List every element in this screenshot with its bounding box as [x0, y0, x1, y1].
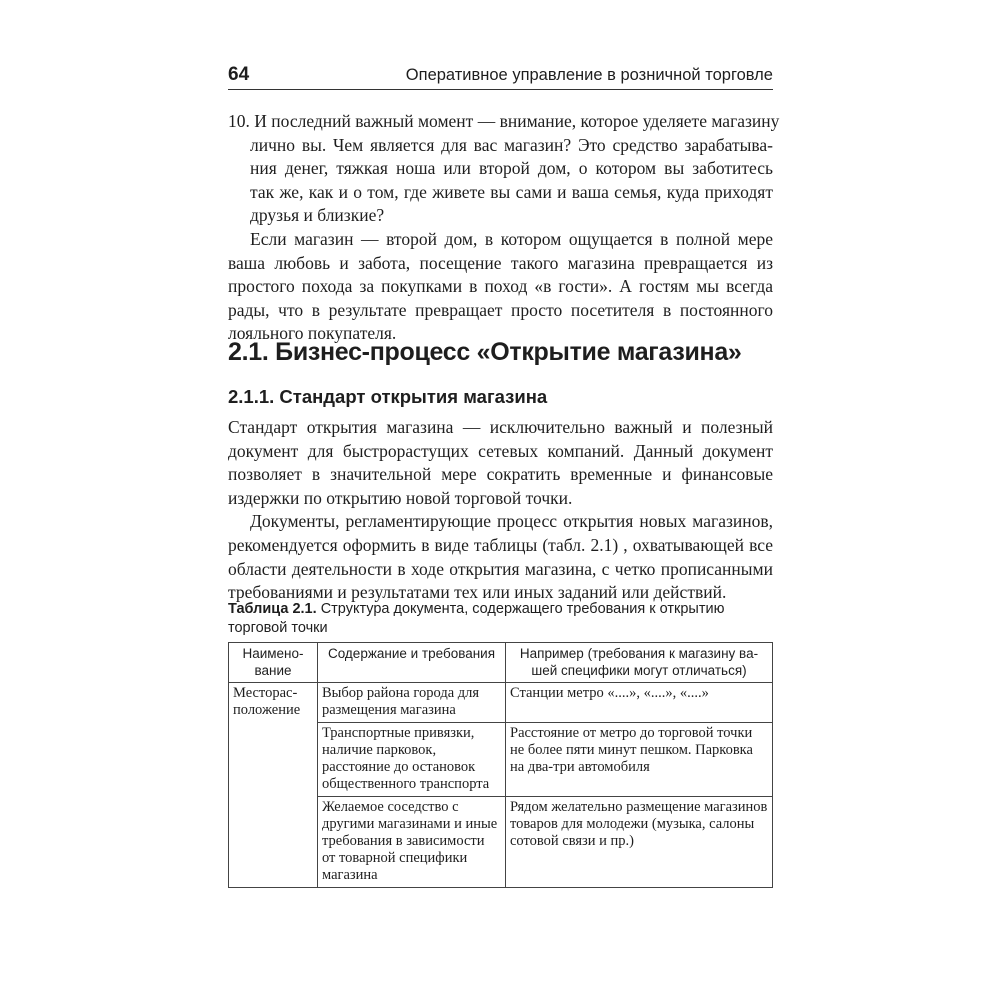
page-number: 64	[228, 64, 250, 85]
table-caption	[228, 600, 773, 638]
subsection-heading: 2.1.1. Стандарт открытия магазина	[228, 386, 548, 407]
running-title: Оперативное управление в розничной торговле	[405, 66, 773, 84]
text-line: Стандарт открытия магазина — исключительно важный и полезный	[228, 417, 773, 437]
body-text	[228, 416, 773, 605]
group-cell: Месторас-положение	[229, 683, 318, 888]
content-cell: Желаемое соседство с другими магазинами и иные требования в зависимости от товарной специфики магазина	[318, 797, 506, 888]
text-line: 10. И последний важный момент — внимание, которое уделяете магазину	[228, 111, 780, 131]
text-line: простого похода за покупками в поход «в гости». А гостям мы всегда	[228, 276, 773, 297]
text-line: ваша любовь и забота, посещение такого магазина превращается из	[228, 252, 773, 273]
running-header	[228, 62, 773, 90]
table-caption-label: Таблица 2.1.	[228, 601, 317, 617]
table-caption-text: Структура документа, содержащего требования к открытию торговой точки	[228, 601, 725, 636]
text-line: Документы, регламентирующие процесс открытия новых магазинов,	[250, 511, 773, 532]
text-line: лояльного покупателя.	[228, 323, 397, 344]
column-header: Например (требования к магазину ва-шей специфики могут отличаться)	[506, 643, 773, 683]
table-row	[229, 683, 773, 723]
section-heading: 2.1. Бизнес-процесс «Открытие магазина»	[228, 338, 742, 366]
text-line: издержки по открытию новой торговой точки.	[228, 487, 573, 508]
text-line: друзья и близкие?	[250, 205, 385, 226]
requirements-table	[228, 642, 773, 888]
text-line: личнo вы. Чем является для вас магазин? Это средство зарабатыва-	[250, 134, 773, 155]
column-header: Наимено-вание	[229, 643, 318, 683]
item-10	[228, 110, 780, 346]
example-cell: Станции метро «....», «....», «....»	[506, 683, 773, 723]
content-cell: Выбор района города для размещения магазина	[318, 683, 506, 723]
content-cell: Транспортные привязки, наличие парковок, расстояние до остановок общественного транспорта	[318, 723, 506, 797]
text-line: рекомендуется оформить в виде таблицы (табл. 2.1) , охватывающей все	[228, 534, 773, 555]
text-line: рады, что в результате превращает просто посетителя в постоянного	[228, 299, 773, 320]
text-line: требованиями и результатами тех или иных заданий или действий.	[228, 582, 727, 603]
text-line: позволяет в значительной мере сократить временные и финансовые	[228, 464, 773, 485]
example-cell: Расстояние от метро до торговой точки не более пяти минут пешком. Парковка на два-три автомобиля	[506, 723, 773, 797]
text-line: ния денег, тяжкая ноша или второй дом, о котором вы заботитесь	[250, 158, 773, 179]
table-header-row	[229, 643, 773, 683]
example-cell: Рядом желательно размещение магазинов товаров для молодежи (музыка, салоны сотовой связи и пр.)	[506, 797, 773, 888]
text-line: документ для быстрорастущих сетевых компаний. Данный документ	[228, 440, 773, 461]
column-header: Содержание и требования	[318, 643, 506, 683]
text-line: так же, как и о том, где живете вы сами и ваша семья, куда приходят	[250, 181, 773, 202]
text-line: области деятельности в ходе открытия магазина, с четко прописанными	[228, 558, 773, 579]
text-line: Если магазин — второй дом, в котором ощущается в полной мере	[250, 228, 773, 249]
